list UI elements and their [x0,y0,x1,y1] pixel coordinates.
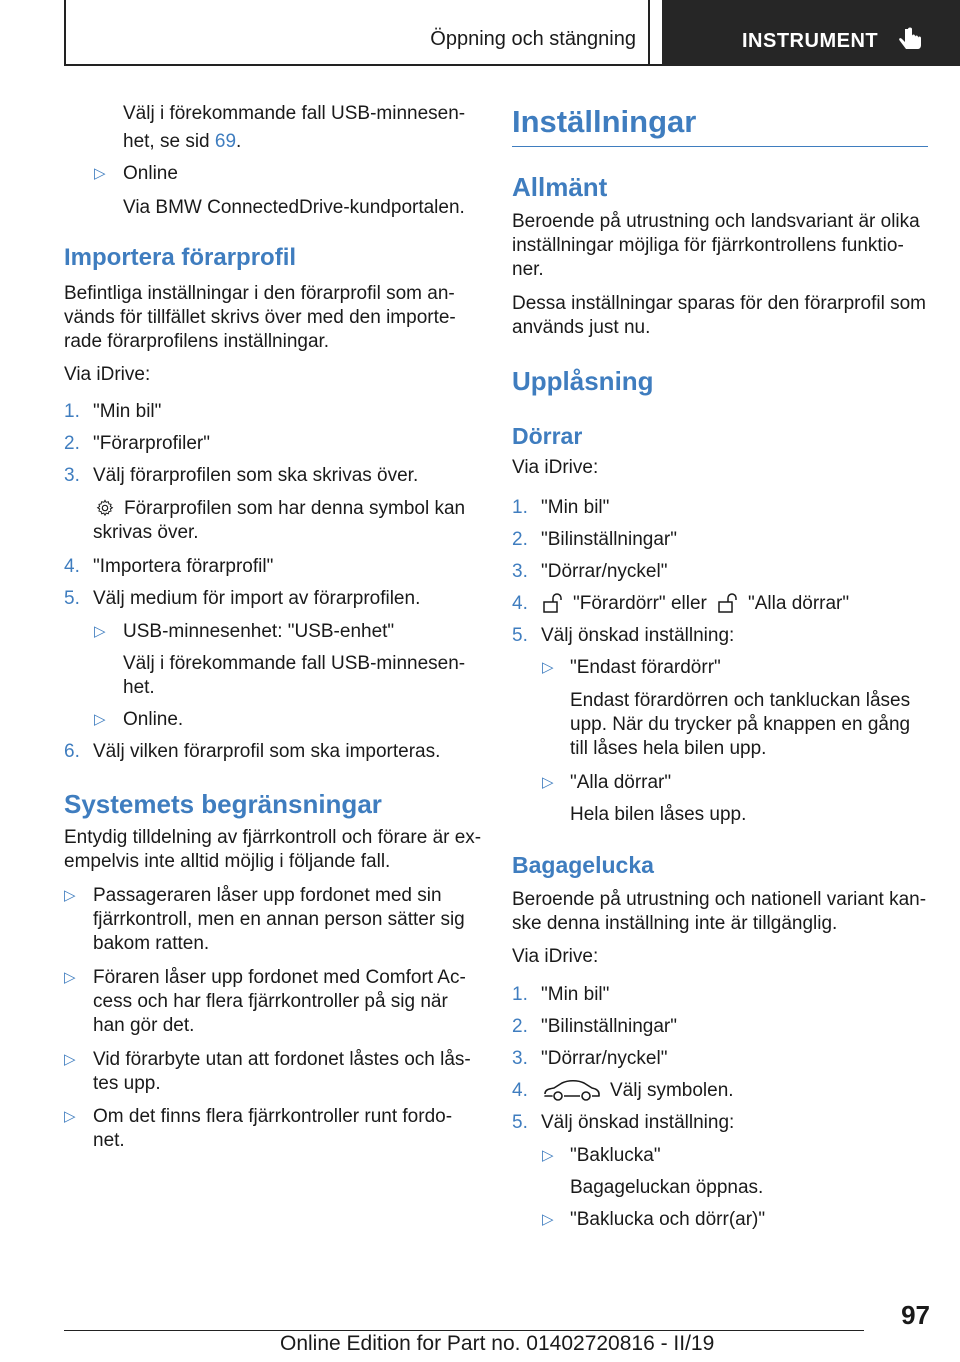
step-number: 3. [64,465,80,486]
edition-text: Online Edition for Part no. 01402720816 - II/19 [280,1332,715,1355]
option-desc: upp. När du trycker på knappen en gång [570,714,911,735]
step-number: 6. [64,741,80,762]
bullet-text: bakom ratten. [93,933,210,954]
option-desc: het. [123,677,155,698]
option-label: "Baklucka" [570,1145,661,1166]
text-line: används just nu. [512,317,651,338]
option-label: USB-minnesenhet: "USB-enhet" [123,621,395,642]
step-text: "Min bil" [541,984,610,1005]
step-number: 4. [512,593,528,614]
text-line [123,130,241,155]
option-desc: Bagageluckan öppnas. [570,1177,764,1198]
bullet-text: net. [93,1130,125,1151]
text-line: vänds för tillfället skrivs över med den importe‐ [64,307,456,328]
step-text: "Min bil" [93,401,162,422]
triangle-bullet-icon: ▷ [94,165,106,182]
bullet-text: Om det finns flera fjärrkontroller runt fordo‐ [93,1106,453,1127]
triangle-bullet-icon: ▷ [542,1147,554,1164]
text-line: inställningar möjliga för fjärrkontrollens funktio‐ [512,235,904,256]
step-number: 5. [64,588,80,609]
bullet-text: fjärrkontroll, men en annan person sätter sig [93,909,465,930]
step-number: 3. [512,561,528,582]
page-link[interactable]: 69 [214,131,237,152]
option-desc: Via BMW ConnectedDrive-kundportalen. [123,197,465,218]
unlocked-padlock-icon [542,592,566,614]
step-text: "Alla dörrar" [748,593,850,614]
text-line: ske denna inställning inte är tillgänglig. [512,913,838,934]
triangle-bullet-icon: ▷ [542,774,554,791]
step-text: Välj vilken förarprofil som ska importeras. [93,741,441,762]
header-divider-right [648,0,650,66]
general-heading: Allmänt [512,172,608,202]
triangle-bullet-icon: ▷ [94,711,106,728]
unlocked-padlock-icon [717,592,741,614]
triangle-bullet-icon: ▷ [542,659,554,676]
triangle-bullet-icon: ▷ [64,969,76,986]
step-number: 2. [64,433,80,454]
step-text: Välj önskad inställning: [541,1112,735,1133]
chapter-tab-label: INSTRUMENT [742,30,879,52]
step-number: 2. [512,1016,528,1037]
triangle-bullet-icon: ▷ [64,887,76,904]
option-label: Online [123,163,178,184]
text-line: Beroende på utrustning och landsvariant är olika [512,211,920,232]
page-title: Inställningar [512,104,697,139]
unlock-heading: Upplåsning [512,366,654,396]
triangle-bullet-icon: ▷ [94,623,106,640]
step-number: 2. [512,529,528,550]
triangle-bullet-icon: ▷ [64,1051,76,1068]
hand-pointer-icon [896,26,924,56]
text-line: Välj i förekommande fall USB-minnesen‐ [123,103,466,124]
option-label: "Baklucka och dörr(ar)" [570,1209,766,1230]
text-line: rade förarprofilens inställningar. [64,331,330,352]
doors-heading: Dörrar [512,423,583,449]
step-text: Välj önskad inställning: [541,625,735,646]
step-text: Välj symbolen. [610,1080,734,1101]
limits-heading: Systemets begränsningar [64,789,382,819]
text-line: ner. [512,259,544,280]
step-text: "Importera förarprofil" [93,556,274,577]
chapter-tab[interactable] [662,0,960,66]
step-text: "Bilinställningar" [541,529,677,550]
step-number: 5. [512,1112,528,1133]
step-text: "Förardörr" eller [573,593,707,614]
step-text: Välj medium för import av förarprofilen. [93,588,421,609]
car-icon [542,1078,602,1102]
section-title: Öppning och stängning [430,28,636,50]
step-number: 4. [64,556,80,577]
option-desc: Hela bilen låses upp. [570,804,747,825]
import-heading: Importera förarprofil [64,244,297,271]
option-desc: Välj i förekommande fall USB-minnesen‐ [123,653,466,674]
bullet-text: Passageraren låser upp fordonet med sin [93,885,442,906]
text-line: empelvis inte alltid möjlig i följande fall. [64,851,391,872]
text-span: . [236,131,242,152]
step-number: 3. [512,1048,528,1069]
bullet-text: cess och har flera fjärrkontroller på sig när [93,991,448,1012]
text-line: Beroende på utrustning och nationell variant kan‐ [512,889,927,910]
via-idrive: Via iDrive: [512,946,599,967]
step-text: Välj förarprofilen som ska skrivas över. [93,465,419,486]
step-text: "Bilinställningar" [541,1016,677,1037]
step-number: 1. [64,401,80,422]
step-number: 1. [512,984,528,1005]
triangle-bullet-icon: ▷ [64,1108,76,1125]
bullet-text: Vid förarbyte utan att fordonet låstes och lås‐ [93,1049,471,1070]
bullet-text: han gör det. [93,1015,195,1036]
option-desc: Endast förardörren och tankluckan låses [570,690,911,711]
triangle-bullet-icon: ▷ [542,1211,554,1228]
bullet-text: Föraren låser upp fordonet med Comfort Ac‐ [93,967,466,988]
text-span: het, se sid [123,131,215,152]
step-text: "Förarprofiler" [93,433,210,454]
gear-note: Förarprofilen som har denna symbol kan [124,498,466,519]
step-number: 4. [512,1080,528,1101]
footer-rule [64,1330,864,1331]
trunk-heading: Bagagelucka [512,852,654,878]
option-desc: till låses hela bilen upp. [570,738,767,759]
gear-note: skrivas över. [93,522,199,543]
option-label: Online. [123,709,184,730]
page-number: 97 [901,1300,930,1330]
step-text: "Dörrar/nyckel" [541,1048,668,1069]
step-number: 5. [512,625,528,646]
via-idrive: Via iDrive: [512,457,599,478]
via-idrive: Via iDrive: [64,364,151,385]
step-number: 1. [512,497,528,518]
title-rule [512,146,928,147]
option-label: "Endast förardörr" [570,657,721,678]
bullet-text: tes upp. [93,1073,161,1094]
gear-icon [96,499,114,517]
option-label: "Alla dörrar" [570,772,672,793]
text-line: Befintliga inställningar i den förarprofil som an‐ [64,283,455,304]
step-text: "Min bil" [541,497,610,518]
text-line: Dessa inställningar sparas för den förarprofil som [512,293,926,314]
text-line: Entydig tilldelning av fjärrkontroll och förare är ex‐ [64,827,482,848]
step-text: "Dörrar/nyckel" [541,561,668,582]
